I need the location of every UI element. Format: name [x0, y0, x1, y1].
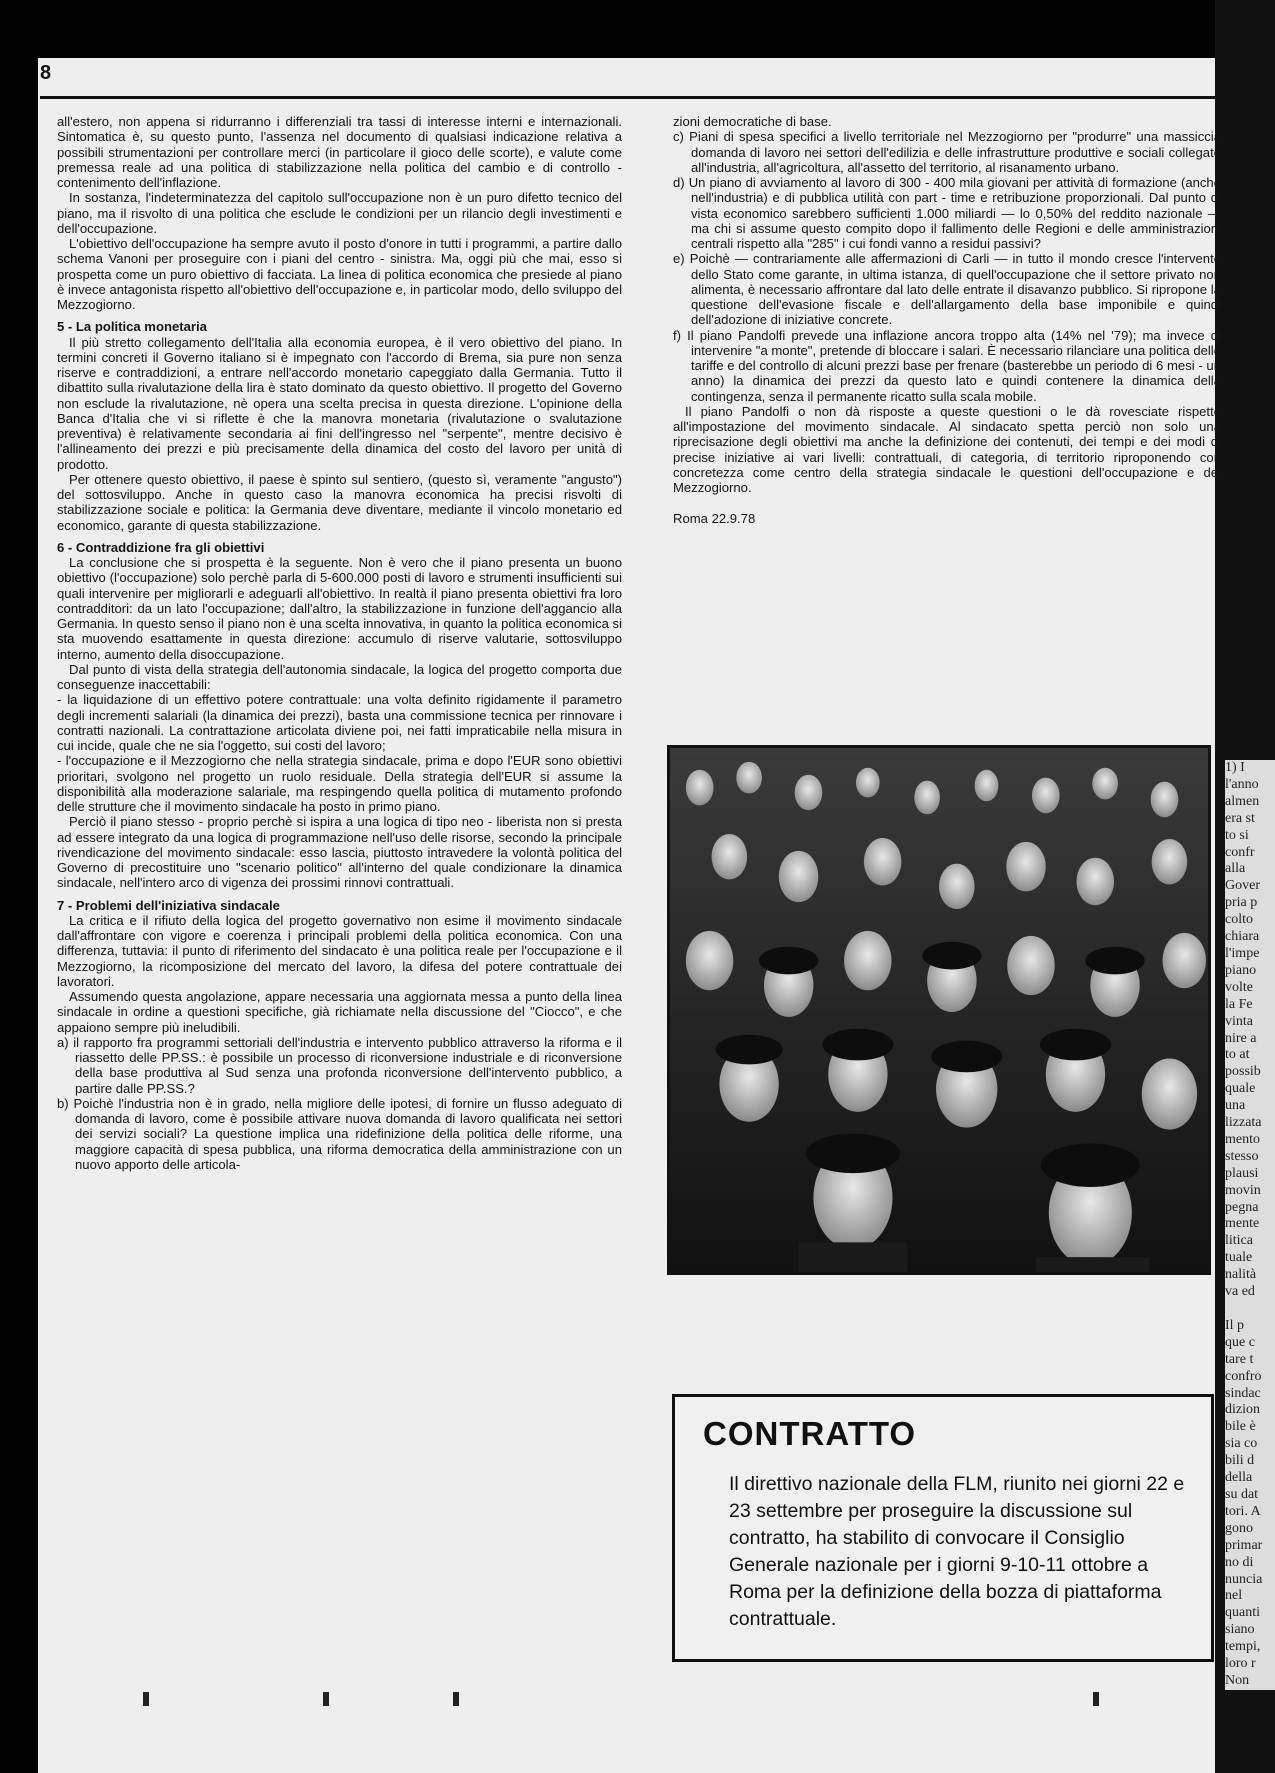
clipped-line: tare t: [1225, 1352, 1275, 1369]
paragraph: all'estero, non appena si ridurranno i differenziali tra tassi di interesse interni e internazionali. Sintomatica è, su questo punto, l'assenza nel documento di qualsiasi indicazione relativa a possibili strumentazioni per controllare merci (in particolare il gioco delle scorte), e valute come premessa reale ad una politica di stabilizzazione nella politica del cambio e di controllo - contenimento dell'inflazione.: [57, 114, 622, 190]
paragraph: Il piano Pandolfi o non dà risposte a queste questioni o le dà rovesciate rispetto all'impostazione del movimento sindacale. Al sindacato spetta perciò non solo una riprecisazione degli obiettivi ma anche la definizione dei contenuti, dei tempi e dei modi di precise iniziative ai vari livelli: contrattuali, di categoria, di territorio riproponendo con concretezza come centro della strategia sindacale le questioni dell'occupazione e del Mezzogiorno.: [673, 403, 1221, 495]
paragraph: - la liquidazione di un effettivo potere contrattuale: una volta definito rigidamente il parametro degli incrementi salariali (la dinamica dei prezzi), basta una commissione tecnica per rinnovare i contratti nazionali. La contrattazione articolata diviene poi, nei fatti impraticabile nella misura in cui incide, quale che ne sia l'oggetto, sui costi del lavoro;: [57, 692, 622, 753]
list-item: a) il rapporto fra programmi settoriali dell'industria e intervento pubblico attraverso la riforma e il riassetto delle PP.SS.: è possibile un processo di riconversione industriale e di riconversione della base produttiva al Sud senza una profonda riconversione dell'intervento pubblico, a partire dalle PP.SS.?: [57, 1034, 622, 1096]
clipped-line: sindac: [1225, 1386, 1275, 1403]
paragraph: In sostanza, l'indeterminatezza del capitolo sull'occupazione non è un puro difetto tecnico del piano, ma il risvolto di una politica che esclude le condizioni per un rilancio degli investimenti e dell'occupazione.: [57, 190, 622, 236]
clipped-line: chiara: [1225, 929, 1275, 946]
clipped-line: que c: [1225, 1335, 1275, 1352]
clipped-line: colto: [1225, 912, 1275, 929]
clipped-line: pria p: [1225, 895, 1275, 912]
list-item: b) Poichè l'industria non è in grado, nella migliore delle ipotesi, di fornire un flusso adeguato di domanda di lavoro, come è possibile attivare nuova domanda di lavoro qualificata nei settori dei servizi sociali? La questione implica una ridefinizione della politica delle riforme, una maggiore capacità di spesa pubblica, una riforma democratica della amministrazione con un nuovo apporto delle articola-: [57, 1095, 622, 1172]
clipped-line: litica: [1225, 1233, 1275, 1250]
crowd-photo: [667, 745, 1211, 1275]
clipped-line: no di: [1225, 1555, 1275, 1572]
list-item: c) Piani di spesa specifici a livello territoriale nel Mezzogiorno per "produrre" una massiccia domanda di lavoro nei settori dell'edilizia e delle infrastrutture produttive e sociali collegate all'industria, all'agricoltura, all'assetto del territorio, al risanamento urbano.: [673, 129, 1221, 175]
clipped-line: quanti: [1225, 1605, 1275, 1622]
clipped-line: su dat: [1225, 1487, 1275, 1504]
clipped-line: to at: [1225, 1047, 1275, 1064]
clipped-line: mento: [1225, 1132, 1275, 1149]
clipped-line: [1225, 1301, 1275, 1318]
clipped-line: tempi,: [1225, 1639, 1275, 1656]
paragraph: Perciò il piano stesso - proprio perchè si ispira a una logica di tipo neo - liberista non si presta ad essere integrato da una logica di programmazione nell'uso delle risorse, secondo la principale rivendicazione del movimento sindacale: esso lascia, piuttosto intravedere la volontà politica del Governo di precostituire uno "scenario politico" all'interno del quale condizionare la dinamica sindacale, nell'intero arco di vigenza dei prossimi rinnovi contrattuali.: [57, 814, 622, 891]
clipped-line: confr: [1225, 845, 1275, 862]
clipped-line: confro: [1225, 1369, 1275, 1386]
crop-mark: [1093, 1692, 1099, 1706]
clipped-line: bili d: [1225, 1453, 1275, 1470]
clipped-line: mente: [1225, 1216, 1275, 1233]
clipped-line: movin: [1225, 1183, 1275, 1200]
dateline: Roma 22.9.78: [673, 511, 756, 527]
section-heading: 5 - La politica monetaria: [57, 319, 207, 335]
clipped-line: della: [1225, 1470, 1275, 1487]
clipped-line: lizzata: [1225, 1115, 1275, 1132]
clipped-line: tori. A: [1225, 1504, 1275, 1521]
clipped-line: quale: [1225, 1081, 1275, 1098]
clipped-line: plausi: [1225, 1166, 1275, 1183]
clipped-line: almen: [1225, 794, 1275, 811]
clipped-line: nalità: [1225, 1267, 1275, 1284]
paragraph: Il più stretto collegamento dell'Italia alla economia europea, è il vero obiettivo del piano. In termini concreti il Governo italiano si è impegnato con l'accordo di Brema, sia pure non senza riserve e contraddizioni, a entrare nell'accordo monetario capeggiato dalla Germania. Tutto il dibattito sulla rivalutazione della lira è stato dominato da questo obiettivo. Il progetto del Governo non esclude la rivalutazione, nè opera una scelta precisa in questa direzione. L'opinione della Banca d'Italia che vi si riflette è che la manovra monetaria (rivalutazione o svalutazione preventiva) è relativamente secondaria ai fini dell'ingresso nel "serpente", mentre decisivo è l'allineamento dei prezzi e più precisamente della dinamica del costo del lavoro per unità di prodotto.: [57, 334, 622, 472]
box-title: CONTRATTO: [703, 1415, 917, 1452]
clipped-line: pegna: [1225, 1200, 1275, 1217]
clipped-line: va ed: [1225, 1284, 1275, 1301]
clipped-line: gono: [1225, 1521, 1275, 1538]
crowd-photo-illustration: [670, 748, 1208, 1272]
clipped-line: alla: [1225, 861, 1275, 878]
clipped-line: una: [1225, 1098, 1275, 1115]
clipped-line: l'impe: [1225, 946, 1275, 963]
contratto-box: [672, 1394, 1214, 1662]
paragraph: La conclusione che si prospetta è la seguente. Non è vero che il piano presenta un buono obiettivo (l'occupazione) solo perchè parla di 5-600.000 posti di lavoro e strumenti insufficienti sui quali intervenire per migliorarli e adeguarli all'obiettivo. In realtà il piano presenta obiettivi fra loro contradditori: da un lato l'occupazione; dall'altro, la stabilizzazione in funzione dell'aggancio alla Germania. In questo senso il piano non è una scelta innovativa, in quanto la politica economica si sta muovendo esattamente in questa direzione: accumulo di riserve valutarie, sottosviluppo interno, aumento della disoccupazione.: [57, 555, 622, 662]
crop-mark: [143, 1692, 149, 1706]
section-heading: 7 - Problemi dell'iniziativa sindacale: [57, 897, 280, 913]
clipped-line: vinta: [1225, 1014, 1275, 1031]
clipped-line: sia co: [1225, 1436, 1275, 1453]
paragraph: Per ottenere questo obiettivo, il paese è spinto sul sentiero, (questo sì, veramente "angusto") del sottosviluppo. Anche in questo caso la manovra economica ha precisi risvolti di stabilizzazione sociale e politica: la Germania deve diventare, mediante il vincolo monetario ed economico, garante di questa stabilizzazione.: [57, 471, 622, 533]
clipped-line: nel: [1225, 1588, 1275, 1605]
clipped-line: era st: [1225, 811, 1275, 828]
clipped-line: bile è: [1225, 1419, 1275, 1436]
clipped-line: siano: [1225, 1622, 1275, 1639]
list-item: d) Un piano di avviamento al lavoro di 300 - 400 mila giovani per attività di formazione (anche nell'industria) e di pubblica utilità con part - time e retribuzione proporzionali. Dal punto di vista economico sarebbero sufficienti 1.000 miliardi — lo 0,50% del reddito nazionale — ma chi si assume questo compito dopo il fallimento delle Regioni e delle amministrazioni centrali rispetto alla "285" i cui fondi vanno a residui passivi?: [673, 175, 1221, 251]
crop-mark: [453, 1692, 459, 1706]
paragraph: zioni democratiche di base.: [673, 114, 832, 129]
box-body: Il direttivo nazionale della FLM, riunito nei giorni 22 e 23 settembre per proseguire la discussione sul contratto, ha stabilito di convocare il Consiglio Generale nazionale per i giorni 9-10-11 ottobre a Roma per la definizione della bozza di piattaforma contrattuale.: [729, 1473, 1185, 1630]
clipped-line: tuale: [1225, 1250, 1275, 1267]
clipped-line: Il p: [1225, 1318, 1275, 1335]
right-column: [673, 114, 1221, 527]
clipped-line: piano: [1225, 963, 1275, 980]
paragraph: Assumendo questa angolazione, appare necessaria una aggiornata messa a punto della linea sindacale in ordine a questioni specifiche, già richiamate nella discussione del "Ciocco", e che appaiono sempre più ineludibili.: [57, 989, 622, 1035]
paragraph: La critica e il rifiuto della logica del progetto governativo non esime il movimento sindacale dall'affrontare con vigore e coerenza i principali problemi della politica economica. Con una differenza, tuttavia: il punto di riferimento del sindacato è una politica reale per l'occupazione e il Mezzogiorno, la ricomposizione del mercato del lavoro, la difesa del potere contrattuale dei lavoratori.: [57, 912, 622, 989]
clipped-line: primar: [1225, 1538, 1275, 1555]
clipped-line: la Fe: [1225, 997, 1275, 1014]
clipped-line: stesso: [1225, 1149, 1275, 1166]
page-number: 8: [40, 62, 52, 84]
left-column: [57, 114, 622, 1172]
clipped-next-page: [1225, 760, 1275, 1690]
list-item: e) Poichè — contrariamente alle affermazioni di Carli — in tutto il mondo cresce l'intervento dello Stato come garante, in ultima istanza, di quell'occupazione che il settore privato non alimenta, è necessario affrontare dal lato delle entrate il disavanzo pubblico. Si ripropone la questione dell'evasione fiscale e dell'allargamento della base imponibile e quindi dell'adozione di iniziative concrete.: [673, 251, 1221, 328]
clipped-line: l'anno: [1225, 777, 1275, 794]
clipped-line: to si: [1225, 828, 1275, 845]
clipped-line: dizion: [1225, 1402, 1275, 1419]
paragraph: Dal punto di vista della strategia dell'autonomia sindacale, la logica del progetto comporta due conseguenze inaccettabili:: [57, 661, 622, 692]
clipped-line: loro r: [1225, 1656, 1275, 1673]
clipped-line: volte: [1225, 980, 1275, 997]
clipped-line: nuncia: [1225, 1572, 1275, 1589]
clipped-line: nire a: [1225, 1031, 1275, 1048]
clipped-line: 1) I: [1225, 760, 1275, 777]
crop-mark: [323, 1692, 329, 1706]
clipped-line: possib: [1225, 1064, 1275, 1081]
paragraph: L'obiettivo dell'occupazione ha sempre avuto il posto d'onore in tutti i programmi, a partire dallo schema Vanoni per proseguire con i piani del centro - sinistra. Ma, oggi più che mai, esso si prospetta come un puro obiettivo di facciata. La linea di politica economica che presiede al piano è invece antagonista rispetto all'obiettivo dell'occupazione e, in particolar modo, dello sviluppo del Mezzogiorno.: [57, 236, 622, 312]
header-rule: [40, 96, 1215, 99]
list-item: f) Il piano Pandolfi prevede una inflazione ancora troppo alta (14% nel '79); ma invece di intervenire "a monte", pretende di bloccare i salari. È necessario rilanciare una politica delle tariffe e del controllo di alcuni prezzi base per frenare (basterebbe un periodo di 6 mesi - un anno) la dinamica dei prezzi da questo lato e quindi contenere la dinamica della contingenza, senza il permanente ricatto sulla scala mobile.: [673, 327, 1221, 404]
clipped-line: Gover: [1225, 878, 1275, 895]
paragraph: - l'occupazione e il Mezzogiorno che nella strategia sindacale, prima e dopo l'EUR sono obiettivi prioritari, svolgono nel progetto un ruolo residuale. Della strategia dell'EUR si assume la disponibilità alla moderazione salariale, ma respingendo quella politica di mutamento profondo delle strutture che il movimento sindacale ha posto in primo piano.: [57, 753, 622, 814]
clipped-line: Non: [1225, 1673, 1275, 1690]
section-heading: 6 - Contraddizione fra gli obiettivi: [57, 539, 265, 555]
